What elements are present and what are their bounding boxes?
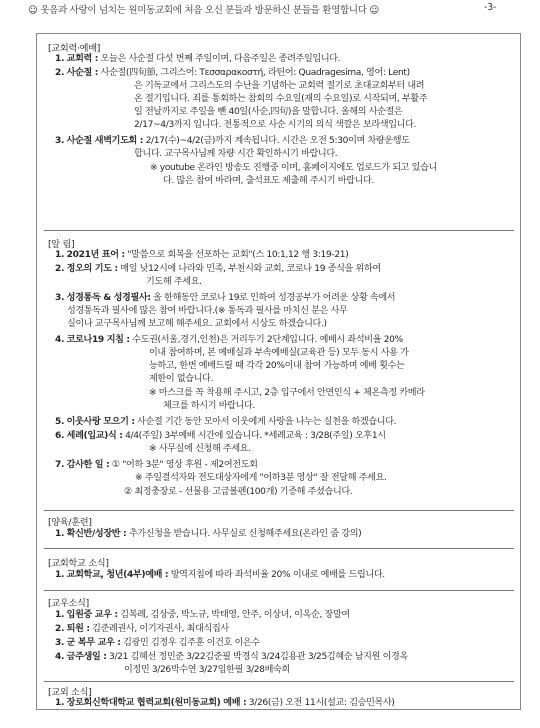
school-item-1 <box>55 569 385 582</box>
item-number: 1. <box>55 698 65 708</box>
item-label: 이웃사랑 모으기 : <box>66 417 135 427</box>
item-number: 1. <box>55 250 65 260</box>
item-text: 수도권(서울,경기,인천)은 거리두기 2단계입니다. 예배시 좌석비율 20% <box>132 335 403 345</box>
notice-item-2-line-2: 기도해 주세요. <box>146 277 202 287</box>
notice-item-3-line-3: 실이나 교구목사님께 보고해 해주세요. 교회에서 시상도 하겠습니다.) <box>67 319 327 329</box>
item-label: 2021년 표어 : <box>66 250 125 260</box>
item-text: 오늘은 사순절 다섯 번째 주일이며, 다음주일은 종려주일입니다. <box>100 54 341 64</box>
calendar-item-2 <box>55 67 410 80</box>
item-text: 김복례, 김상중, 박노규, 박태영, 안주, 이상녀, 이옥순, 장말여 <box>120 610 350 620</box>
item-label: 확신반/성장반 : <box>66 529 127 539</box>
welcome-slogan: ☺ 웃음과 사랑이 넘치는 원미동교회에 처음 오신 분들과 방문하신 분들을 환영합니다 ☺ <box>28 5 379 16</box>
item-text: 4/4(주일) 3부예배 시간에 있습니다. *세례교육 : 3/28(주일) 오후1시 <box>125 431 386 441</box>
notice-item-4-line-6: 체크를 하시기 바랍니다. <box>163 401 255 411</box>
item-number: 6. <box>55 431 65 441</box>
item-text: 사순절(四旬節, 그리스어: Τεσσαρακοστή, 라틴어: Quadragesima, 영어: Lent) <box>100 68 410 78</box>
notice-item-4-line-4: 제한이 없습니다. <box>149 374 214 384</box>
section-divider <box>44 510 514 511</box>
members-item-3 <box>55 637 260 650</box>
item-label: 금주생일 : <box>66 652 107 662</box>
item-text: 매일 낮12시에 나라와 민족, 부천시와 교회, 코로나 19 종식을 위하여 <box>120 264 381 274</box>
item-label: 교회력 : <box>66 54 99 64</box>
external-item-1 <box>55 697 395 710</box>
item-number: 2. <box>55 68 65 78</box>
item-number: 1. <box>55 54 65 64</box>
members-item-4-line-2: 이정민 3/26박수연 3/27임한필 3/28배숙희 <box>124 665 290 675</box>
item-number: 1. <box>55 529 65 539</box>
notice-item-1 <box>55 249 348 262</box>
item-text: 3/26(금) 오전 11시(설교: 김승민목사) <box>248 698 395 708</box>
item-text: "말씀으로 회복을 선포하는 교회"(스 10:1,12 행 3:19-21) <box>127 250 349 260</box>
item-number: 2. <box>55 624 65 634</box>
section-divider <box>44 681 514 682</box>
calendar-item-3-line-2: 합니다. 교구목사님께 차량 시간 확인하시기 바랍니다. <box>134 149 338 159</box>
notice-item-2 <box>55 263 381 276</box>
item-text: 사순절 기간 동안 모아서 이웃에게 사랑을 나누는 실천을 하겠습니다. <box>137 417 397 427</box>
members-item-4 <box>55 651 408 664</box>
members-item-2 <box>55 623 229 636</box>
section-title-training: [양육/훈련] <box>48 517 92 528</box>
item-number: 1. <box>55 570 65 580</box>
notice-item-5 <box>55 416 396 429</box>
notice-item-6 <box>55 430 386 443</box>
item-text: 3/21 김혜선 정민준 3/22김준필 박경식 3/24김용관 3/25김혜순 남지원 이경옥 <box>109 652 408 662</box>
notice-item-4-line-5: ※ 마스크를 꼭 착용해 주시고, 2층 입구에서 안면인식 + 체온측정 카메라 <box>149 388 425 398</box>
notice-item-7-line-3: ② 최정충장로 - 선물용 고급볼펜(100개) 기증해 주셨습니다. <box>124 487 353 497</box>
item-text: 김준례권사, 이기자권사, 최대식집사 <box>92 624 229 634</box>
notice-item-4-line-3: 능하고, 한번 예배드릴 때 각각 20%이내 참여 가능하며 예배 횟수는 <box>149 361 405 371</box>
notice-item-3 <box>55 292 395 305</box>
calendar-item-3-line-3: ※ youtube 온라인 방송도 진행중 이며, 홈페이지에도 업로드가 되고 있습니 <box>150 163 437 173</box>
item-label: 입원중 교우 : <box>66 610 118 620</box>
item-label: 정오의 기도 : <box>66 264 118 274</box>
item-number: 2. <box>55 264 65 274</box>
item-label: 코로나19 지침 : <box>66 335 130 345</box>
item-number: 4. <box>55 652 65 662</box>
item-label: 장로회신학대학교 협력교회(원미동교회) 예배 : <box>66 698 247 708</box>
item-label: 퇴원 : <box>66 624 90 634</box>
item-label: 감사한 일 : <box>66 460 110 470</box>
calendar-item-2-line-5: 2/17~4/3까지 입니다. 전통적으로 사순 시기의 의식 색깔은 보라색입니다. <box>134 120 417 130</box>
calendar-item-3 <box>55 135 410 148</box>
section-title-calendar: [교회력·예배] <box>48 43 101 54</box>
notice-item-4-line-2: 이내 참여하며, 본 예배실과 부속예배실(교육관 등) 모두 동시 사용 가 <box>149 348 409 358</box>
members-item-1 <box>55 609 350 622</box>
item-number: 5. <box>55 417 65 427</box>
item-text: 2/17(수)~4/2(금)까지 계속됩니다. 시간은 오전 5:30이며 차량운행도 <box>145 136 410 146</box>
item-label: 사순절 새벽기도회 : <box>66 136 144 146</box>
item-number: 4. <box>55 335 65 345</box>
training-item-1 <box>55 528 361 541</box>
notice-item-3-line-2: 성경통독과 필사에 많은 참여 바랍니다.(※ 통독과 필사를 마치신 분은 사무 <box>67 306 348 316</box>
notice-item-7-line-2: ※ 주일결석자와 전도대상자에게 "어하3분 영상" 잘 전달해 주세요. <box>135 473 387 483</box>
item-label: 사순절 : <box>66 68 99 78</box>
item-label: 성경통독 & 성경필사: <box>66 293 151 303</box>
item-number: 3. <box>55 293 65 303</box>
calendar-item-2-line-2: 은 기독교에서 그리스도의 수난을 기념하는 교회력 절기로 초대교회부터 내려 <box>134 81 425 91</box>
calendar-item-2-line-3: 온 절기입니다. 죄를 통회하는 참회의 수요일(재의 수요일)로 시작되며, 부활주 <box>134 94 428 104</box>
section-divider <box>44 590 514 591</box>
calendar-item-1 <box>55 53 340 66</box>
section-title-external: [교외 소식] <box>48 687 92 698</box>
item-label: 교회학교, 청년(4부)예배 : <box>66 570 169 580</box>
item-number: 7. <box>55 460 65 470</box>
item-text: ① "어하 3분" 영상 후원 - 제2여전도회 <box>111 460 258 470</box>
notice-item-7 <box>55 459 258 472</box>
section-divider <box>44 230 514 231</box>
calendar-item-2-line-4: 일 전날까지로 주일을 뺀 40일(사순,四旬)을 말합니다. 올해의 사순절은 <box>134 107 403 117</box>
calendar-item-3-line-4: 다. 많은 참여 바라며, 출석표도 제출해 주시기 바랍니다. <box>163 176 374 186</box>
item-number: 3. <box>55 136 65 146</box>
section-title-members: [교우소식] <box>48 598 89 609</box>
item-label: 군 복무 교우 : <box>66 638 121 648</box>
item-text: 김광민 김정우 김주훈 이건호 이은수 <box>123 638 260 648</box>
item-label: 세례(입교)식 : <box>66 431 123 441</box>
item-text: 올 한해동안 코로나 19로 인하여 성경공부가 어려운 상황 속에서 <box>153 293 396 303</box>
section-title-school: [교회학교 소식] <box>48 558 109 569</box>
section-divider <box>44 548 514 549</box>
page-number: -3- <box>484 2 497 13</box>
notice-item-6-line-2: ※ 사무실에 신청해 주세요. <box>149 444 251 454</box>
item-text: 추가신청을 받습니다. 사무실로 신청해주세요(온라인 줌 강의) <box>128 529 362 539</box>
section-title-notice: [알 림] <box>48 239 75 250</box>
item-number: 1. <box>55 610 65 620</box>
item-number: 3. <box>55 638 65 648</box>
item-text: 방역지침에 따라 좌석비율 20% 이내로 예배를 드립니다. <box>170 570 385 580</box>
notice-item-4 <box>55 334 403 347</box>
